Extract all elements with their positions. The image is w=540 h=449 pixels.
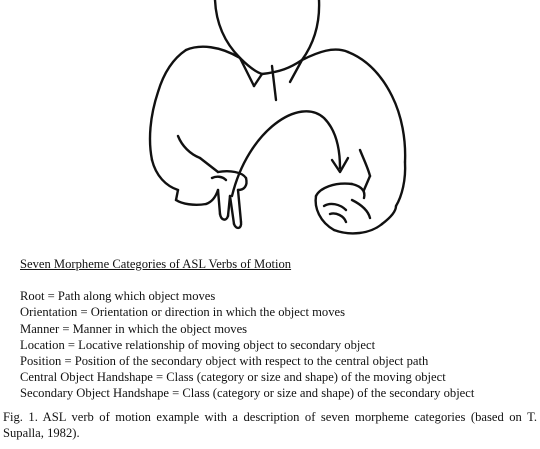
right-hand-cupped (316, 184, 396, 234)
category-secondary-object-handshape: Secondary Object Handshape = Class (category or size and shape) of the secondary object (20, 386, 475, 401)
category-manner: Manner = Manner in which the object moves (20, 321, 248, 336)
morpheme-categories (20, 256, 530, 402)
motion-path-arrow (232, 111, 348, 196)
category-location: Location = Locative relationship of moving object to secondary object (20, 337, 376, 352)
shoulders-outline (150, 47, 405, 162)
left-arm (152, 136, 218, 200)
right-arm (360, 150, 405, 206)
categories-heading: Seven Morpheme Categories of ASL Verbs of Motion (20, 257, 292, 271)
category-orientation: Orientation = Orientation or direction in which the object moves (20, 305, 346, 320)
category-central-object-handshape: Central Object Handshape = Class (category or size and shape) of the moving object (20, 370, 446, 385)
asl-sign-illustration (120, 0, 420, 245)
category-root: Root = Path along which object moves (20, 289, 216, 304)
collar-lines (215, 0, 319, 100)
category-position: Position = Position of the secondary object with respect to the central object path (20, 354, 429, 369)
figure-caption: Fig. 1. ASL verb of motion example with a description of seven morpheme categories (based on T. Supalla, 1982). (3, 410, 537, 440)
